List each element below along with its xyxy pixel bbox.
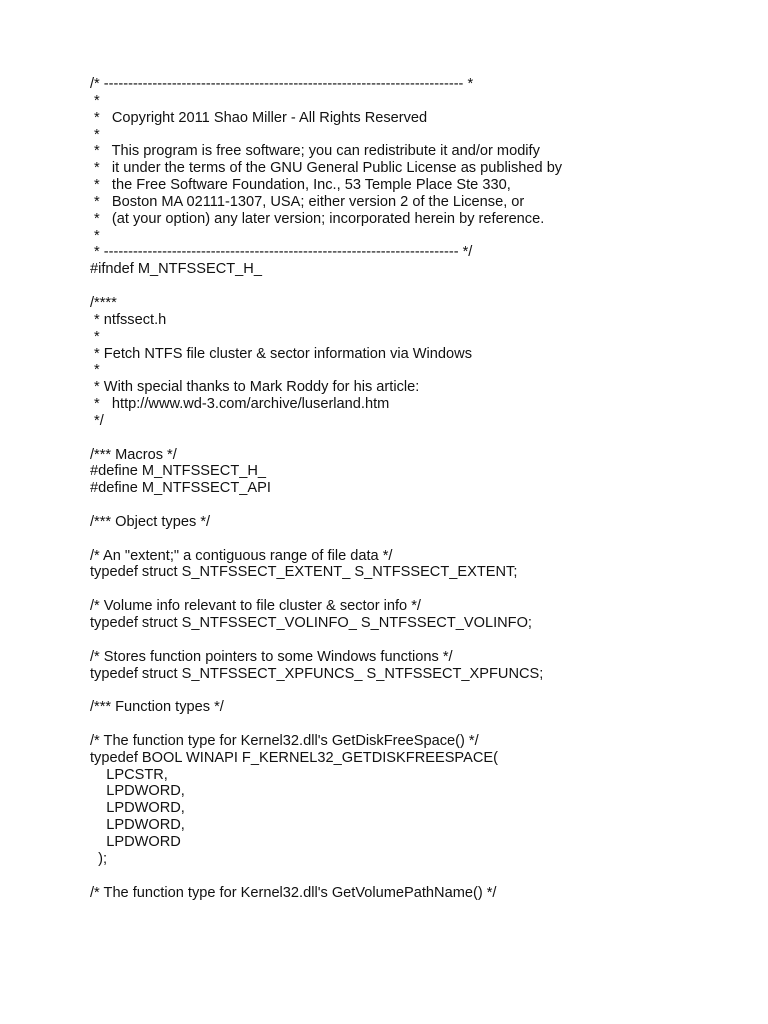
code-line: */ [90, 412, 104, 429]
code-line: * [90, 328, 100, 345]
code-line: * the Free Software Foundation, Inc., 53 Temple Place Ste 330, [90, 177, 511, 194]
code-line: typedef struct S_NTFSSECT_XPFUNCS_ S_NTFSSECT_XPFUNCS; [90, 665, 544, 682]
code-line: * (at your option) any later version; incorporated herein by reference. [90, 210, 545, 227]
code-line: * ntfssect.h [90, 311, 167, 328]
code-line: /* Volume info relevant to file cluster & sector info */ [90, 598, 421, 615]
code-line [90, 682, 750, 699]
code-line [90, 632, 750, 649]
code-line: /*** Object types */ [90, 513, 211, 530]
code-line [90, 581, 750, 598]
code-line [90, 868, 750, 885]
code-line: * ------------------------------------------------------------------------- */ [90, 244, 473, 261]
code-line [90, 497, 750, 514]
code-line: /* The function type for Kernel32.dll's GetDiskFreeSpace() */ [90, 732, 479, 749]
code-line: /* The function type for Kernel32.dll's GetVolumePathName() */ [90, 884, 497, 901]
code-line: LPDWORD [90, 833, 181, 850]
code-line [90, 531, 750, 548]
code-line: * [90, 227, 100, 244]
code-line: #ifndef M_NTFSSECT_H_ [90, 261, 262, 278]
code-line: * [90, 362, 100, 379]
code-line: /* Stores function pointers to some Windows functions */ [90, 648, 453, 665]
code-line: typedef struct S_NTFSSECT_VOLINFO_ S_NTFSSECT_VOLINFO; [90, 615, 532, 631]
code-line: /*** Macros */ [90, 446, 177, 463]
code-line [90, 716, 750, 733]
source-code-text [90, 76, 750, 901]
code-line: * Boston MA 02111-1307, USA; either version 2 of the License, or [90, 193, 525, 210]
code-line: LPDWORD, [90, 783, 185, 800]
code-line: * [90, 126, 100, 143]
code-line: * it under the terms of the GNU General Public License as published by [90, 160, 563, 177]
code-line: LPDWORD, [90, 817, 185, 834]
code-line: ); [90, 850, 108, 867]
code-line: /* -------------------------------------------------------------------------- * [90, 76, 474, 92]
code-line: /* An "extent;" a contiguous range of file data */ [90, 547, 393, 564]
code-line [90, 278, 750, 295]
code-line: typedef struct S_NTFSSECT_EXTENT_ S_NTFSSECT_EXTENT; [90, 564, 518, 581]
code-line: typedef BOOL WINAPI F_KERNEL32_GETDISKFREESPACE( [90, 749, 498, 766]
code-line: * With special thanks to Mark Roddy for his article: [90, 379, 420, 396]
code-line: LPDWORD, [90, 800, 185, 817]
code-line: /**** [90, 294, 117, 311]
code-line [90, 430, 750, 447]
code-line: #define M_NTFSSECT_API [90, 480, 271, 497]
code-line: * This program is free software; you can redistribute it and/or modify [90, 143, 540, 160]
code-line: * Copyright 2011 Shao Miller - All Rights Reserved [90, 109, 428, 126]
code-line: * [90, 92, 100, 109]
code-line: * http://www.wd-3.com/archive/luserland.htm [90, 396, 390, 413]
code-line: LPCSTR, [90, 766, 168, 783]
code-line: #define M_NTFSSECT_H_ [90, 463, 267, 480]
code-line: /*** Function types */ [90, 699, 224, 716]
code-line: * Fetch NTFS file cluster & sector information via Windows [90, 345, 472, 362]
